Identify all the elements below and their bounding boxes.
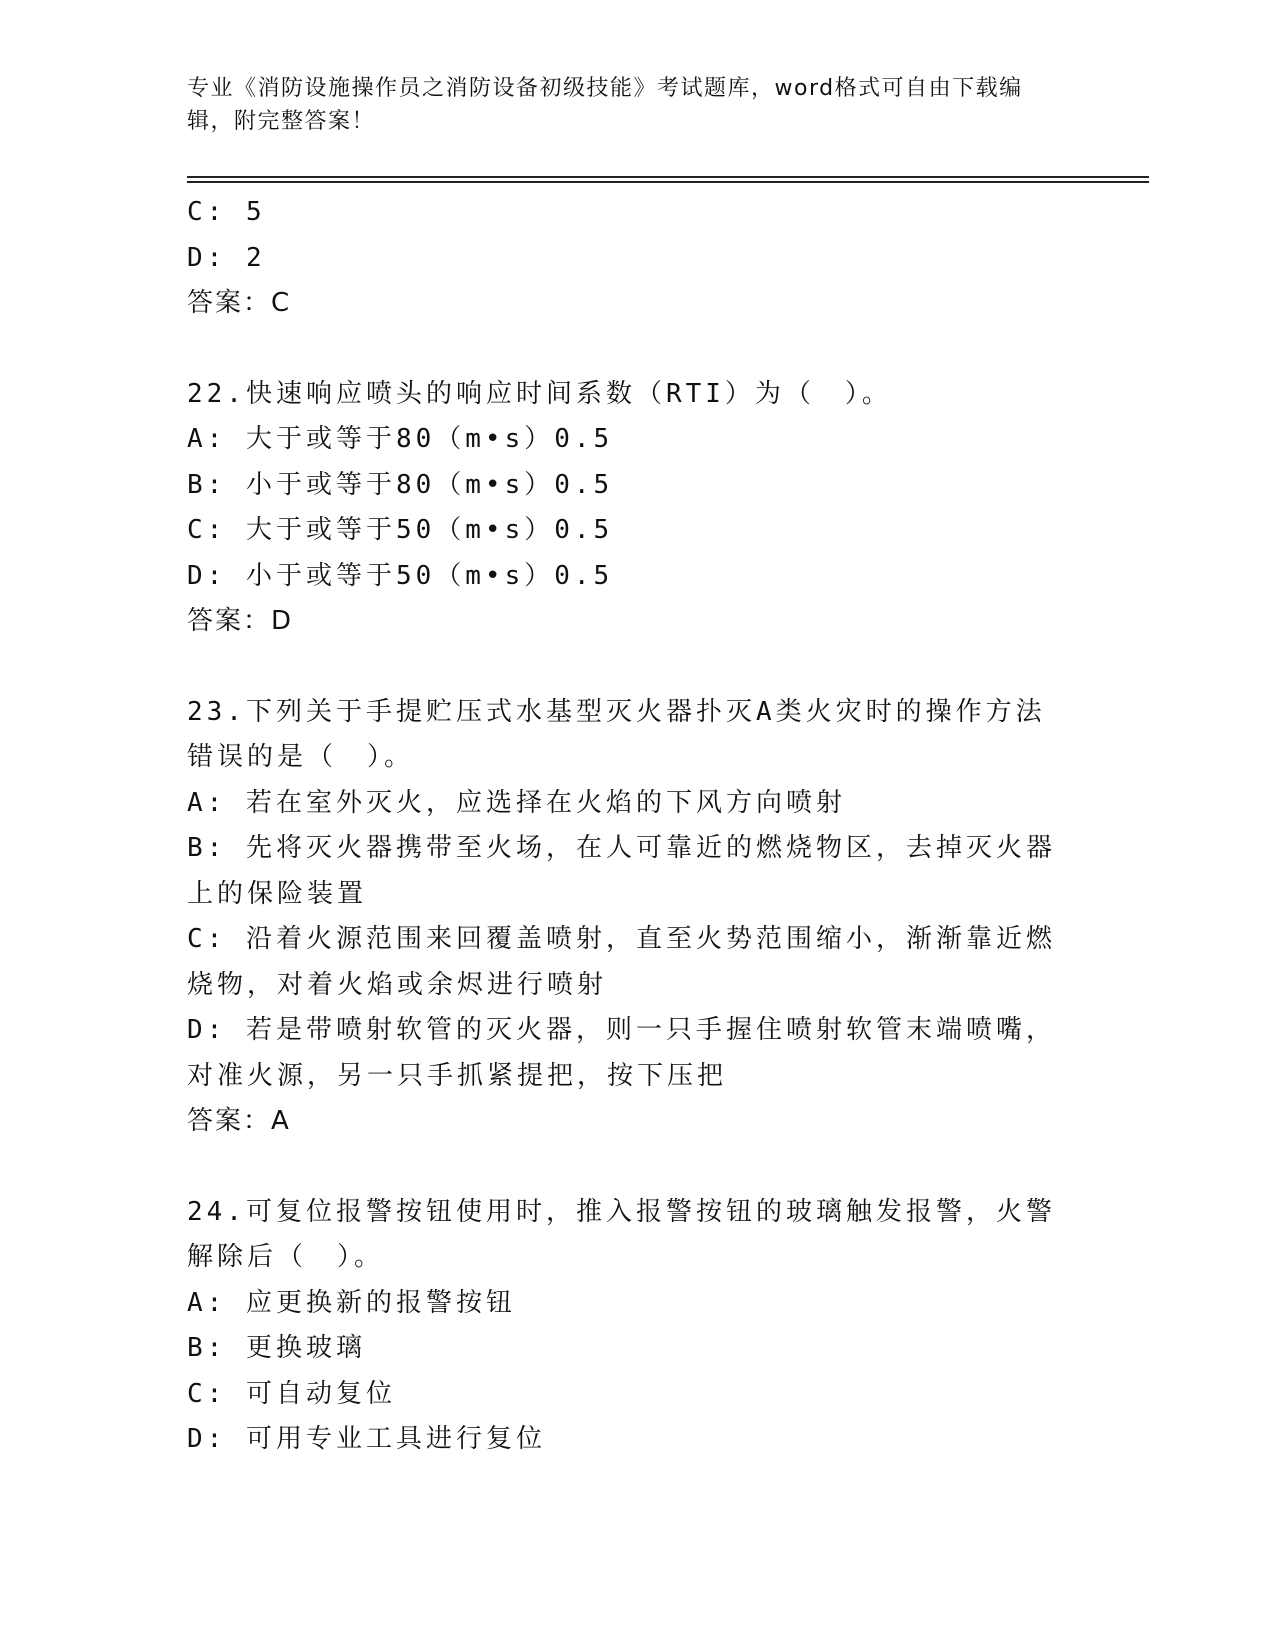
question-23 (187, 690, 1067, 1145)
option-b: B: 小于或等于80（m•s）0.5 (187, 469, 614, 500)
option-d: D: 若是带喷射软管的灭火器，则一只手握住喷射软管末端喷嘴，对准火源，另一只手抓紧提把，按下压把 (187, 1015, 1056, 1091)
spacer (187, 1145, 1067, 1190)
option-d: D: 可用专业工具进行复位 (187, 1424, 546, 1454)
question-stem: 23.下列关于手提贮压式水基型灭火器扑灭A类火灾时的操作方法错误的是（ ）。 (187, 696, 1046, 772)
option-b: B: 更换玻璃 (187, 1333, 366, 1363)
document-body (187, 190, 1067, 1463)
question-stem: 24.可复位报警按钮使用时，推入报警按钮的玻璃触发报警，火警解除后（ ）。 (187, 1196, 1056, 1272)
question-stem: 22.快速响应喷头的响应时间系数（RTI）为（ ）。 (187, 378, 892, 409)
header-title: 专业《消防设施操作员之消防设备初级技能》考试题库，word格式可自由下载编辑，附完整答案！ (187, 76, 1023, 134)
page-header (187, 72, 1067, 138)
header-divider (187, 176, 1149, 178)
option-c: C: 大于或等于50（m•s）0.5 (187, 515, 614, 545)
option-c: C: 沿着火源范围来回覆盖喷射，直至火势范围缩小，渐渐靠近燃烧物，对着火焰或余烬进行喷射 (187, 924, 1056, 1000)
spacer (187, 645, 1067, 690)
option-b: B: 先将灭火器携带至火场，在人可靠近的燃烧物区，去掉灭火器上的保险装置 (187, 833, 1056, 909)
question-21-continuation (187, 190, 1067, 327)
option-a: A: 大于或等于80（m•s）0.5 (187, 424, 614, 454)
option-c: C: 5 (187, 197, 266, 227)
option-c: C: 可自动复位 (187, 1378, 396, 1409)
option-d: D: 小于或等于50（m•s）0.5 (187, 560, 614, 591)
question-24 (187, 1190, 1067, 1463)
option-a: A: 若在室外灭火，应选择在火焰的下风方向喷射 (187, 787, 846, 818)
header-divider-2 (187, 181, 1149, 183)
answer-line: 答案：A (187, 1106, 291, 1136)
answer-line: 答案：D (187, 606, 294, 636)
question-22 (187, 372, 1067, 645)
option-a: A: 应更换新的报警按钮 (187, 1287, 516, 1318)
answer-line: 答案：C (187, 288, 292, 318)
option-d: D: 2 (187, 242, 266, 273)
spacer (187, 327, 1067, 372)
